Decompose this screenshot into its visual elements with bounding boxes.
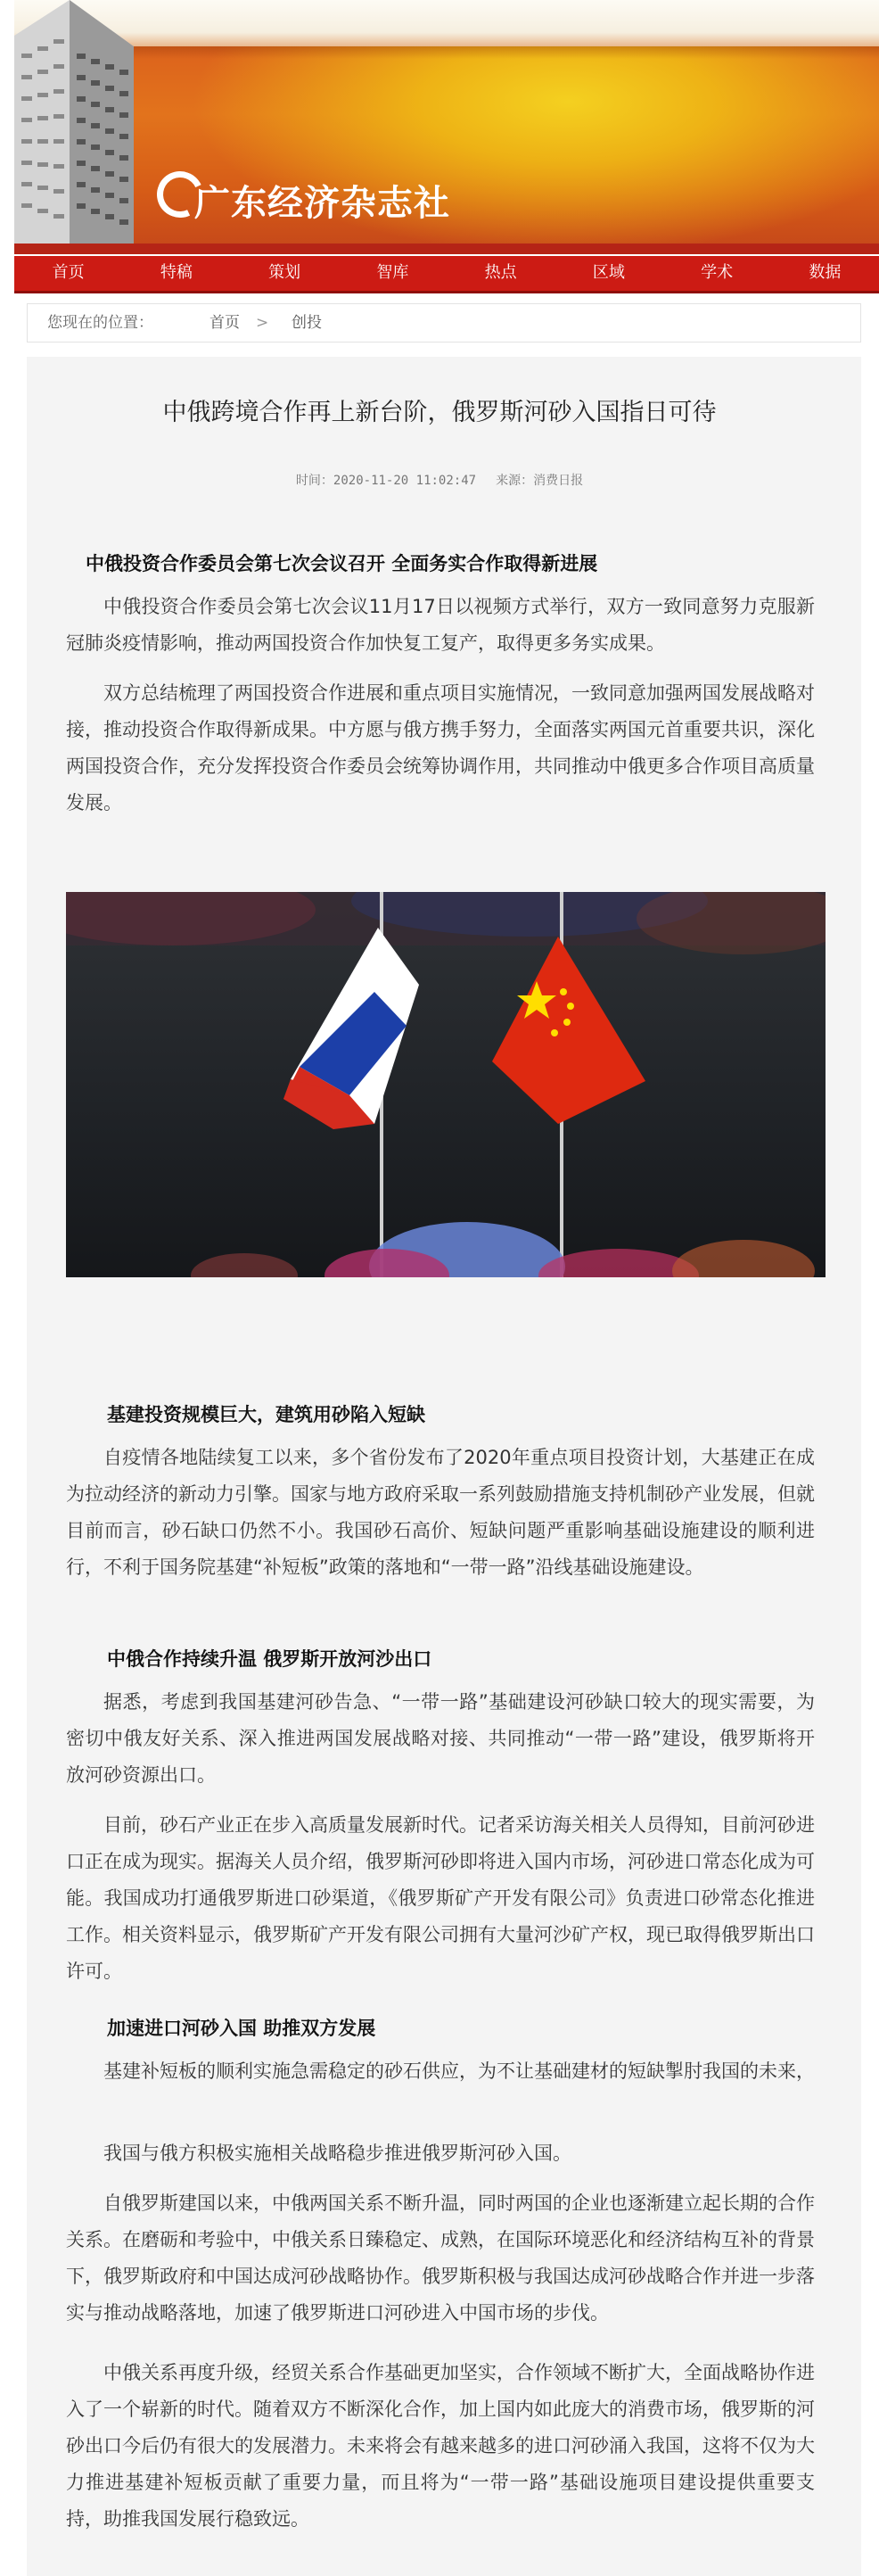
breadcrumb-current-link[interactable]: 创投 (292, 314, 322, 332)
nav-item-planning[interactable]: 策划 (268, 263, 301, 282)
article-paragraph: 基建补短板的顺利实施急需稳定的砂石供应，为不让基础建材的短缺掣肘我国的未来， (103, 2060, 815, 2082)
nav-item-academic[interactable]: 学术 (701, 263, 734, 282)
section-heading: 中俄合作持续升温 俄罗斯开放河沙出口 (107, 1648, 432, 1670)
article-title: 中俄跨境合作再上新台阶，俄罗斯河砂入国指日可待 (162, 399, 717, 426)
article-paragraph: 我国与俄方积极实施相关战略稳步推进俄罗斯河砂入国。 (103, 2143, 571, 2164)
article-source: 来源：消费日报 (496, 474, 584, 488)
section-heading: 加速进口河砂入国 助推双方发展 (107, 2018, 376, 2039)
nav-item-data[interactable]: 数据 (809, 263, 842, 282)
breadcrumb-home-link[interactable]: 首页 (209, 314, 240, 332)
building-graphic (14, 0, 134, 254)
article-time: 时间：2020-11-20 11:02:47 (295, 474, 477, 488)
nav-item-feature[interactable]: 特稿 (160, 263, 193, 282)
section-heading: 基建投资规模巨大，建筑用砂陷入短缺 (107, 1404, 425, 1425)
nav-item-think-tank[interactable]: 智库 (376, 263, 409, 282)
article-paragraph: 中俄关系再度升级，经贸关系合作基础更加坚实，合作领域不断扩大，全面战略协作进入了一个崭新的时代。随着双方不断深化合作，加上国内如此庞大的消费市场，俄罗斯的河砂出口今后仍有很大的发展潜力。未来将会有越来越多的进口河砂涌入我国，这将不仅为大力推进基建补短板贡献了重要力量，而且将为“一带一路”基础设施项目建设提供重要支持，助推我国发展行稳致远。 (66, 2362, 815, 2530)
breadcrumb (27, 303, 861, 343)
nav-item-home[interactable]: 首页 (52, 263, 85, 282)
section-heading: 中俄投资合作委员会第七次会议召开 全面务实合作取得新进展 (86, 553, 598, 574)
header-banner (14, 0, 879, 254)
article-paragraph: 自疫情各地陆续复工以来，多个省份发布了2020年重点项目投资计划，大基建正在成为拉动经济的新动力引擎。国家与地方政府采取一系列鼓励措施支持机制砂产业发展，但就目前而言，砂石缺口仍然不小。我国砂石高价、短缺问题严重影响基础设施建设的顺利进行，不利于国务院基建“补短板”政策的落地和“一带一路”沿线基础设施建设。 (66, 1447, 815, 1578)
nav-item-hot[interactable]: 热点 (484, 263, 517, 282)
article-paragraph: 目前，砂石产业正在步入高质量发展新时代。记者采访海关相关人员得知，目前河砂进口正在成为现实。据海关人员介绍，俄罗斯河砂即将进入国内市场，河砂进口常态化成为可能。我国成功打通俄罗斯进口砂渠道，《俄罗斯矿产开发有限公司》负责进口砂常态化推进工作。相关资料显示，俄罗斯矿产开发有限公司拥有大量河沙矿产权，现已取得俄罗斯出口许可。 (66, 1814, 815, 1982)
article-paragraph: 中俄投资合作委员会第七次会议11月17日以视频方式举行，双方一致同意努力克服新冠肺炎疫情影响，推动两国投资合作加快复工复产，取得更多务实成果。 (66, 596, 815, 654)
nav-item-region[interactable]: 区域 (592, 263, 625, 282)
article-paragraph: 自俄罗斯建国以来，中俄两国关系不断升温，同时两国的企业也逐渐建立起长期的合作关系。在磨砺和考验中，中俄关系日臻稳定、成熟，在国际环境恶化和经济结构互补的背景下，俄罗斯政府和中国达成河砂战略协作。俄罗斯积极与我国达成河砂战略合作并进一步落实与推动战略落地，加速了俄罗斯进口河砂进入中国市场的步伐。 (66, 2192, 815, 2324)
article-meta (0, 471, 879, 489)
breadcrumb-separator-icon: > (256, 314, 269, 332)
article-paragraph: 双方总结梳理了两国投资合作进展和重点项目实施情况，一致同意加强两国发展战略对接，推动投资合作取得新成果。中方愿与俄方携手努力，全面落实两国元首重要共识，深化两国投资合作，充分发挥投资合作委员会统筹协调作用，共同推动中俄更多合作项目高质量发展。 (66, 682, 815, 813)
main-nav (14, 254, 879, 293)
article-paragraph: 据悉，考虑到我国基建河砂告急、“一带一路”基础建设河砂缺口较大的现实需要，为密切中俄友好关系、深入推进两国发展战略对接、共同推动“一带一路”建设，俄罗斯将开放河砂资源出口。 (66, 1691, 815, 1786)
breadcrumb-label: 您现在的位置： (47, 314, 153, 332)
site-name: 广东经济杂志社 (194, 183, 450, 224)
flags-photo (66, 892, 826, 1277)
